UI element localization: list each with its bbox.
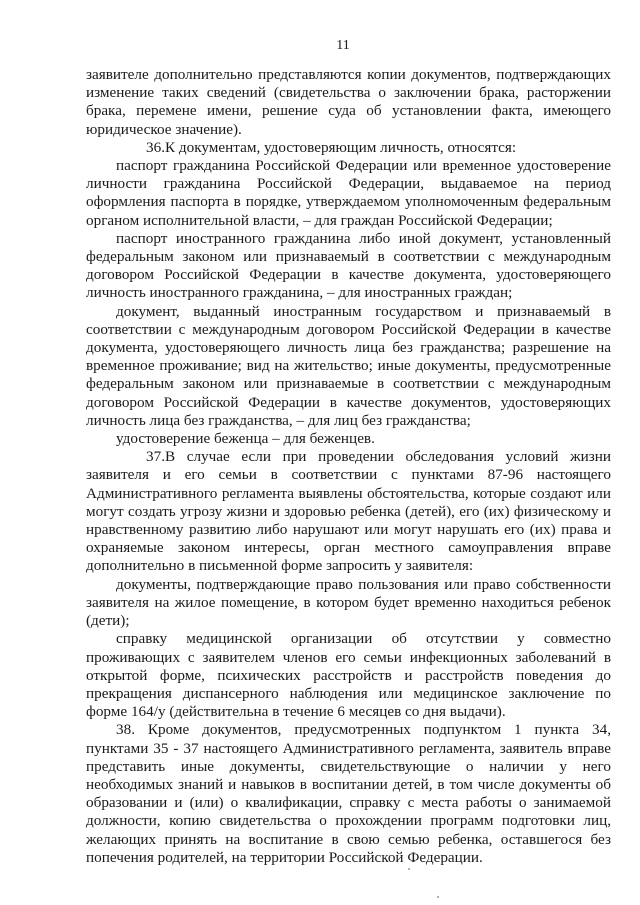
paragraph-passport-rf: паспорт гражданина Российской Федерации или временное удостоверение личности гражданина Российской Федерации, выдаваемое на период оформления паспорта в порядке, утверждаемом уполномоченным федеральным органом исполнительной власти, – для граждан Российской Федерации; <box>86 157 611 229</box>
paragraph-item-36 <box>86 139 611 157</box>
paragraph-continuation: заявителе дополнительно представляются копии документов, подтверждающих изменение таких сведений (свидетельства о заключении брака, расторжении брака, перемене имени, решение суда об установлении факта, имеющего юридическое значение). <box>86 66 611 138</box>
paragraph-item-38: 38. Кроме документов, предусмотренных подпунктом 1 пункта 34, пунктами 35 - 37 настоящего Административного регламента, заявитель вправе представить иные документы, свидетельствующие о наличии у него необходимых знаний и навыков в воспитании детей, в том числе документы об образовании и (или) о квалификации, справку с места работы о занимаемой должности, копию свидетельства о прохождении программ подготовки лиц, желающих принять на воспитание в свою семью ребенка, оставшегося без попечения родителей, на территории Российской Федерации. <box>86 721 611 866</box>
item-number: 37. <box>146 448 165 466</box>
document-body <box>86 66 611 867</box>
item-text: В случае если при проведении обследования условий жизни заявителя и его семьи в соответствии с пунктами 87-96 настоящего Административного регламента выявлены обстоятельства, которые создают или могут создать угрозу жизни и здоровью ребенка (детей), его (их) физическому и нравственному развитию либо нарушают или могут нарушать его (их) права и охраняемые законом интересы, орган местного самоуправления вправе дополнительно в письменной форме запросить у заявителя: <box>86 448 611 575</box>
paragraph-stateless-document: документ, выданный иностранным государством и признаваемый в соответствии с международным договором Российской Федерации в качестве документа, удостоверяющего личность лица без гражданства; разрешение на временное проживание; вид на жительство; иные документы, предусмотренные федеральным законом или признаваемые в соответствии с международным договором Российской Федерации в качестве документов, удостоверяющих личность лица без гражданства, – для лиц без гражданства; <box>86 302 611 429</box>
scan-speck <box>437 896 439 898</box>
page-number: 11 <box>336 38 350 53</box>
item-number: 36. <box>146 138 165 156</box>
paragraph-passport-foreign: паспорт иностранного гражданина либо иной документ, установленный федеральным законом или признаваемый в соответствии с международным договором Российской Федерации в качестве документа, удостоверяющего личность иностранного гражданина, – для иностранных граждан; <box>86 229 611 302</box>
paragraph-medical-certificate: справку медицинской организации об отсутствии у совместно проживающих с заявителем членов его семьи инфекционных заболеваний в открытой форме, психических расстройств и расстройств поведения до прекращения диспансерного наблюдения или медицинское заключение по форме 164/у (действительна в течение 6 месяцев со дня выдачи). <box>86 630 611 721</box>
item-text: К документам, удостоверяющим личность, относятся: <box>164 138 517 156</box>
paragraph-item-37 <box>86 448 611 575</box>
paragraph-refugee-certificate: удостоверение беженца – для беженцев. <box>116 430 375 448</box>
scan-speck <box>408 868 410 870</box>
paragraph-housing-documents: документы, подтверждающие право пользования или право собственности заявителя на жилое помещение, в котором будет временно находиться ребенок (дети); <box>86 575 611 630</box>
